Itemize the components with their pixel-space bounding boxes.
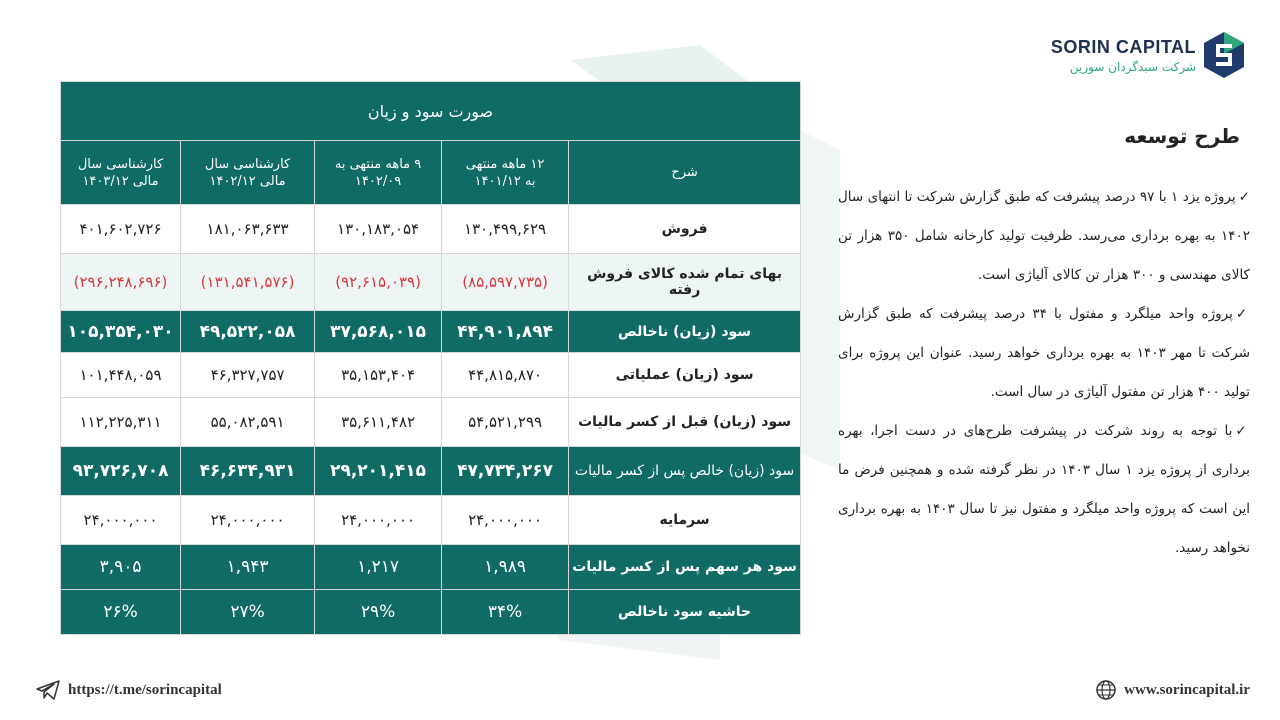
cell-value: ۲۴,۰۰۰,۰۰۰ <box>61 496 181 545</box>
telegram-link[interactable] <box>36 680 222 700</box>
row-label: سود (زیان) قبل از کسر مالیات <box>569 398 801 447</box>
brand-subtitle: شرکت سبدگردان سورین <box>1069 59 1196 74</box>
cell-value: ۱,۹۴۳ <box>181 545 315 590</box>
cell-value: ۴۷,۷۳۴,۲۶۷ <box>442 447 569 496</box>
cell-value: ۳۴% <box>442 590 569 635</box>
development-plan-list <box>838 178 1250 568</box>
table-title: صورت سود و زیان <box>61 82 801 141</box>
brand-name: SORIN CAPITAL <box>1050 36 1196 57</box>
list-item: ✓با توجه به روند شرکت در پیشرفت طرح‌های در دست اجرا، بهره برداری از پروژه یزد ۱ سال ۱۴۰۳ در نظر گرفته شده و همچنین فرض ما این است که پروژه واحد میلگرد و مفتول نیز تا سال ۱۴۰۳ به بهره برداری نخواهد رسید. <box>838 423 1251 556</box>
row-label: سود هر سهم پس از کسر مالیات <box>569 545 801 590</box>
cell-value: ۲۷% <box>181 590 315 635</box>
cell-value: ۳,۹۰۵ <box>61 545 181 590</box>
row-label: حاشیه سود ناخالص <box>569 590 801 635</box>
column-header: کارشناسی سال مالی ۱۴۰۳/۱۲ <box>61 141 181 205</box>
column-header: شرح <box>569 141 801 205</box>
income-statement-table <box>60 81 801 635</box>
telegram-url[interactable]: https://t.me/sorincapital <box>68 681 222 698</box>
row-label: سود (زیان) عملیاتی <box>569 353 801 398</box>
list-item: ✓پروژه واحد میلگرد و مفتول با ۳۴ درصد پیشرفت که طبق گزارش شرکت تا مهر ۱۴۰۳ به بهره برداری خواهد رسید. عنوان این پروژه برای تولید ۴۰۰ هزار تن مفتول آلیاژی در سال است. <box>838 306 1251 400</box>
check-icon: ✓ <box>1235 306 1251 322</box>
cell-value: ۹۳,۷۲۶,۷۰۸ <box>61 447 181 496</box>
table-row <box>61 447 801 496</box>
check-icon: ✓ <box>1238 189 1251 205</box>
cell-value: ۱۰۵,۳۵۴,۰۳۰ <box>61 311 181 353</box>
cell-value: ۲۹% <box>315 590 442 635</box>
cell-value: ۵۵,۰۸۲,۵۹۱ <box>181 398 315 447</box>
cell-value: (۲۹۶,۲۴۸,۶۹۶) <box>61 254 181 311</box>
table-row <box>61 496 801 545</box>
table-row <box>61 311 801 353</box>
table-row <box>61 590 801 635</box>
cell-value: ۴۴,۹۰۱,۸۹۴ <box>442 311 569 353</box>
row-label: فروش <box>569 205 801 254</box>
cell-value: ۱,۲۱۷ <box>315 545 442 590</box>
cell-value: ۱۸۱,۰۶۳,۶۳۳ <box>181 205 315 254</box>
website-url[interactable]: www.sorincapital.ir <box>1124 681 1250 698</box>
table-row <box>61 545 801 590</box>
globe-icon <box>1096 680 1116 700</box>
table-row <box>61 353 801 398</box>
website-link[interactable] <box>1096 680 1250 700</box>
telegram-icon <box>36 680 60 700</box>
cell-value: ۴۴,۸۱۵,۸۷۰ <box>442 353 569 398</box>
cell-value: ۳۵,۱۵۳,۴۰۴ <box>315 353 442 398</box>
income-statement <box>60 81 800 639</box>
column-header: ۹ ماهه منتهی به ۱۴۰۲/۰۹ <box>315 141 442 205</box>
brand-mark-icon <box>1202 30 1246 80</box>
cell-value: ۴۶,۳۲۷,۷۵۷ <box>181 353 315 398</box>
cell-value: ۴۰۱,۶۰۲,۷۲۶ <box>61 205 181 254</box>
check-icon: ✓ <box>1235 423 1251 439</box>
cell-value: ۱۱۲,۲۲۵,۳۱۱ <box>61 398 181 447</box>
cell-value: ۲۶% <box>61 590 181 635</box>
brand-logo <box>1051 30 1246 80</box>
cell-value: ۱۰۱,۴۴۸,۰۵۹ <box>61 353 181 398</box>
cell-value: ۲۴,۰۰۰,۰۰۰ <box>442 496 569 545</box>
table-header-row <box>61 141 801 205</box>
cell-value: ۱۳۰,۱۸۳,۰۵۴ <box>315 205 442 254</box>
cell-value: ۳۷,۵۶۸,۰۱۵ <box>315 311 442 353</box>
cell-value: (۱۳۱,۵۴۱,۵۷۶) <box>181 254 315 311</box>
row-label: سود (زیان) خالص پس از کسر مالیات <box>569 447 801 496</box>
cell-value: ۵۴,۵۲۱,۲۹۹ <box>442 398 569 447</box>
cell-value: ۴۹,۵۲۲,۰۵۸ <box>181 311 315 353</box>
cell-value: ۲۴,۰۰۰,۰۰۰ <box>181 496 315 545</box>
cell-value: ۱۳۰,۴۹۹,۶۲۹ <box>442 205 569 254</box>
column-header: کارشناسی سال مالی ۱۴۰۲/۱۲ <box>181 141 315 205</box>
section-title: طرح توسعه <box>1124 124 1240 148</box>
row-label: بهای تمام شده کالای فروش رفته <box>569 254 801 311</box>
table-row <box>61 398 801 447</box>
cell-value: ۳۵,۶۱۱,۴۸۲ <box>315 398 442 447</box>
row-label: سود (زیان) ناخالص <box>569 311 801 353</box>
list-item: ✓پروژه یزد ۱ با ۹۷ درصد پیشرفت که طبق گزارش شرکت تا انتهای سال ۱۴۰۲ به بهره برداری می‌رسد. ظرفیت تولید کارخانه شامل ۳۵۰ هزار تن کالای مهندسی و ۳۰۰ هزار تن کالای آلیاژی است. <box>838 189 1251 283</box>
row-label: سرمایه <box>569 496 801 545</box>
cell-value: ۲۹,۲۰۱,۴۱۵ <box>315 447 442 496</box>
cell-value: ۴۶,۶۳۴,۹۳۱ <box>181 447 315 496</box>
cell-value: (۸۵,۵۹۷,۷۳۵) <box>442 254 569 311</box>
table-row <box>61 205 801 254</box>
column-header: ۱۲ ماهه منتهی به ۱۴۰۱/۱۲ <box>442 141 569 205</box>
cell-value: ۲۴,۰۰۰,۰۰۰ <box>315 496 442 545</box>
table-row <box>61 254 801 311</box>
cell-value: (۹۲,۶۱۵,۰۳۹) <box>315 254 442 311</box>
cell-value: ۱,۹۸۹ <box>442 545 569 590</box>
